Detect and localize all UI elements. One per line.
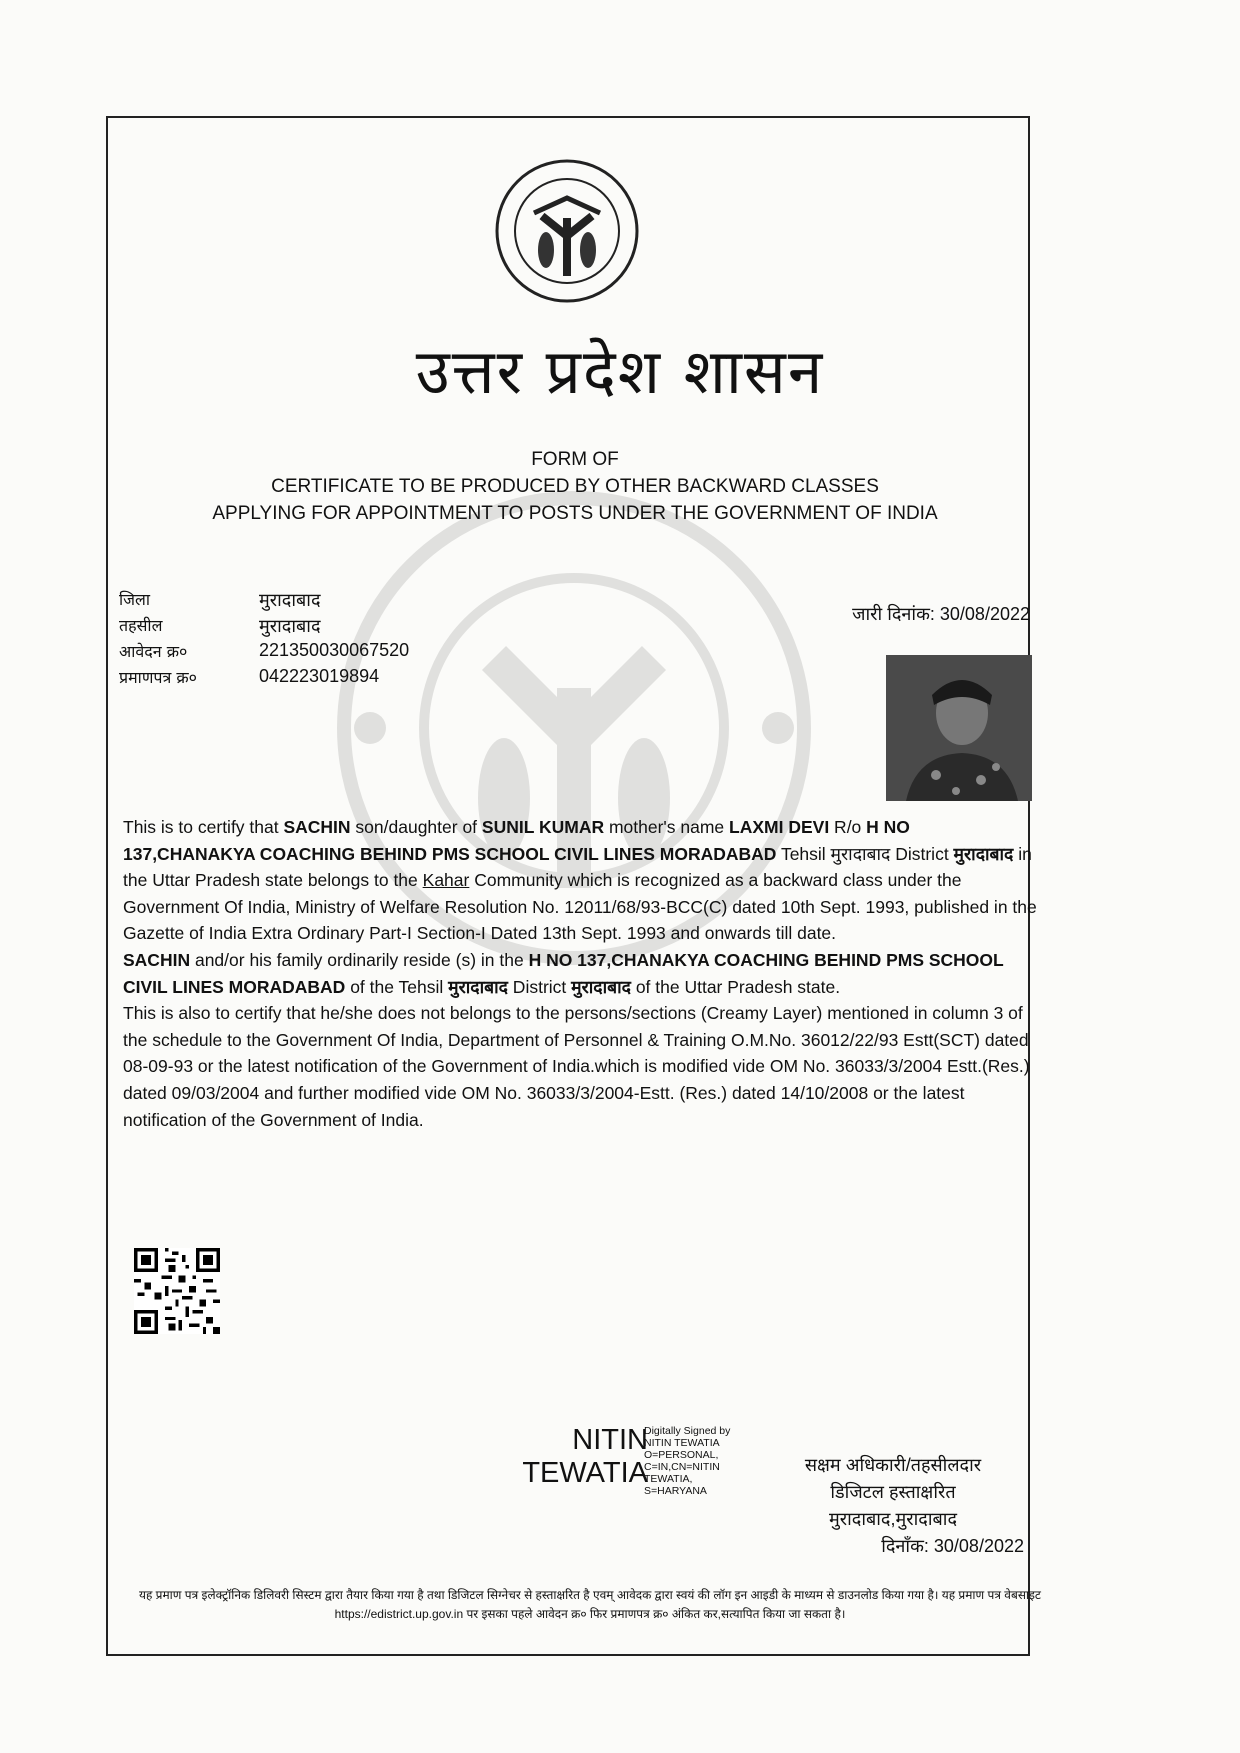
form-title-line: FORM OF bbox=[531, 449, 619, 470]
tehsil-name: मुरादाबाद bbox=[448, 976, 508, 997]
digital-signature-name bbox=[500, 1424, 648, 1490]
text: This is to certify that bbox=[123, 817, 284, 837]
applicant-name: SACHIN bbox=[123, 949, 191, 970]
text: Tehsil मुरादाबाद District bbox=[776, 843, 954, 864]
text: Community which is recognized as a backward class under the Government Of India, Ministry of Welfare Resolution No. 12011/68/93-BCC(C) dated 10th Sept. 1993, published in the Gazette of India Extra Ordinary Part-I Section-I Dated 13th Sept. 1993 and onwards till date. bbox=[123, 870, 1037, 944]
signature-detail-line: O=PERSONAL, bbox=[644, 1449, 719, 1461]
officer-place: मुरादाबाद,मुरादाबाद bbox=[828, 1509, 957, 1529]
form-title bbox=[0, 446, 1150, 527]
text: son/daughter of bbox=[350, 817, 482, 837]
issuing-officer-block bbox=[760, 1452, 1026, 1560]
text: and/or his family ordinarily reside (s) in the bbox=[190, 949, 529, 970]
applicant-photo bbox=[886, 655, 1032, 801]
address: H NO 137,CHANAKYA COACHING BEHIND PMS SCHOOL CIVIL LINES MORADABAD bbox=[123, 949, 1004, 997]
certificate-paragraph-1 bbox=[123, 814, 1038, 947]
info-label: आवेदन क्र० bbox=[119, 642, 188, 661]
community-name: Kahar bbox=[422, 870, 470, 891]
issue-date: जारी दिनांक: 30/08/2022 bbox=[852, 604, 1030, 624]
officer-date: दिनाँक: 30/08/2022 bbox=[881, 1536, 1024, 1556]
footer-note: यह प्रमाण पत्र इलेक्ट्रॉनिक डिलिवरी सिस्टम द्वारा तैयार किया गया है तथा डिजिटल सिग्नेचर से हस्ताक्षरित है एवम् आवेदक द्वारा स्वयं की लॉग इन आइडी के माध्यम से डाउनलोड किया गया है। यह प्रमाण पत्र वेबसाइट https://edistrict.up.gov.in पर इसका पहले आवेदन क्र० फिर प्रमाणपत्र क्र० अंकित कर,सत्यापित किया जा सकता है। bbox=[139, 1588, 1041, 1621]
district-name: मुरादाबाद bbox=[953, 843, 1014, 864]
certificate-paragraph-3: This is also to certify that he/she does not belongs to the persons/sections (Creamy Layer) mentioned in column 3 of the schedule to the Government Of India, Department of Personnel & Training O.M.No. 36012/22/93 Estt(SCT) dated 08-09-93 or the latest notification of the Government of India.which is modified vide OM No. 36033/3/2004 Estt.(Res.) dated 09/03/2004 and further modified vide OM No. 36033/3/2004-Estt. (Res.) dated 14/10/2008 or the latest notification of the Government of India. bbox=[123, 1003, 1030, 1130]
digital-signature-details bbox=[644, 1425, 754, 1497]
signature-detail-line: Digitally Signed by bbox=[644, 1425, 731, 1437]
text: R/o bbox=[829, 817, 867, 837]
info-value: मुरादाबाद bbox=[259, 590, 321, 610]
info-label: तहसील bbox=[119, 616, 163, 635]
info-label: प्रमाणपत्र क्र० bbox=[119, 668, 197, 687]
signature-detail-line: S=HARYANA bbox=[644, 1485, 707, 1497]
signature-detail-line: C=IN,CN=NITIN bbox=[644, 1461, 720, 1473]
text: in the Uttar Pradesh state belongs to the bbox=[123, 843, 1032, 891]
info-value: मुरादाबाद bbox=[259, 616, 321, 636]
text: of the Uttar Pradesh state. bbox=[630, 976, 841, 997]
signature-detail-line: TEWATIA, bbox=[644, 1473, 693, 1485]
page-title: उत्तर प्रदेश शासन bbox=[415, 335, 825, 408]
address: H NO 137,CHANAKYA COACHING BEHIND PMS SCHOOL CIVIL LINES MORADABAD bbox=[123, 817, 910, 864]
signer-last-name: TEWATIA bbox=[522, 1457, 648, 1489]
info-value: 221350030067520 bbox=[259, 640, 410, 660]
info-row-application-no bbox=[119, 640, 409, 666]
officer-designation: सक्षम अधिकारी/तहसीलदार bbox=[804, 1455, 982, 1475]
form-title-line: CERTIFICATE TO BE PRODUCED BY OTHER BACKWARD CLASSES bbox=[271, 476, 879, 497]
district-name: मुरादाबाद bbox=[571, 976, 631, 997]
mother-name: LAXMI DEVI bbox=[729, 817, 830, 837]
signature-detail-line: NITIN TEWATIA bbox=[644, 1437, 720, 1449]
info-value: 042223019894 bbox=[259, 666, 380, 686]
text: mother's name bbox=[604, 817, 730, 837]
certificate-body bbox=[123, 814, 1038, 1133]
info-table bbox=[119, 588, 409, 692]
father-name: SUNIL KUMAR bbox=[481, 817, 605, 837]
form-title-line: APPLYING FOR APPOINTMENT TO POSTS UNDER THE GOVERNMENT OF INDIA bbox=[212, 503, 938, 524]
signer-first-name: NITIN bbox=[572, 1424, 648, 1456]
text: District bbox=[507, 976, 572, 997]
applicant-name: SACHIN bbox=[283, 817, 351, 837]
certificate-paragraph-2 bbox=[123, 947, 1038, 1000]
text: of the Tehsil bbox=[345, 976, 449, 997]
info-row-tehsil bbox=[119, 614, 409, 640]
up-emblem-icon bbox=[494, 158, 640, 304]
officer-signed-label: डिजिटल हस्ताक्षरित bbox=[830, 1482, 956, 1502]
info-row-district bbox=[119, 588, 409, 614]
info-label: जिला bbox=[119, 590, 151, 609]
info-row-certificate-no bbox=[119, 666, 409, 692]
qr-code-icon[interactable] bbox=[134, 1248, 220, 1334]
